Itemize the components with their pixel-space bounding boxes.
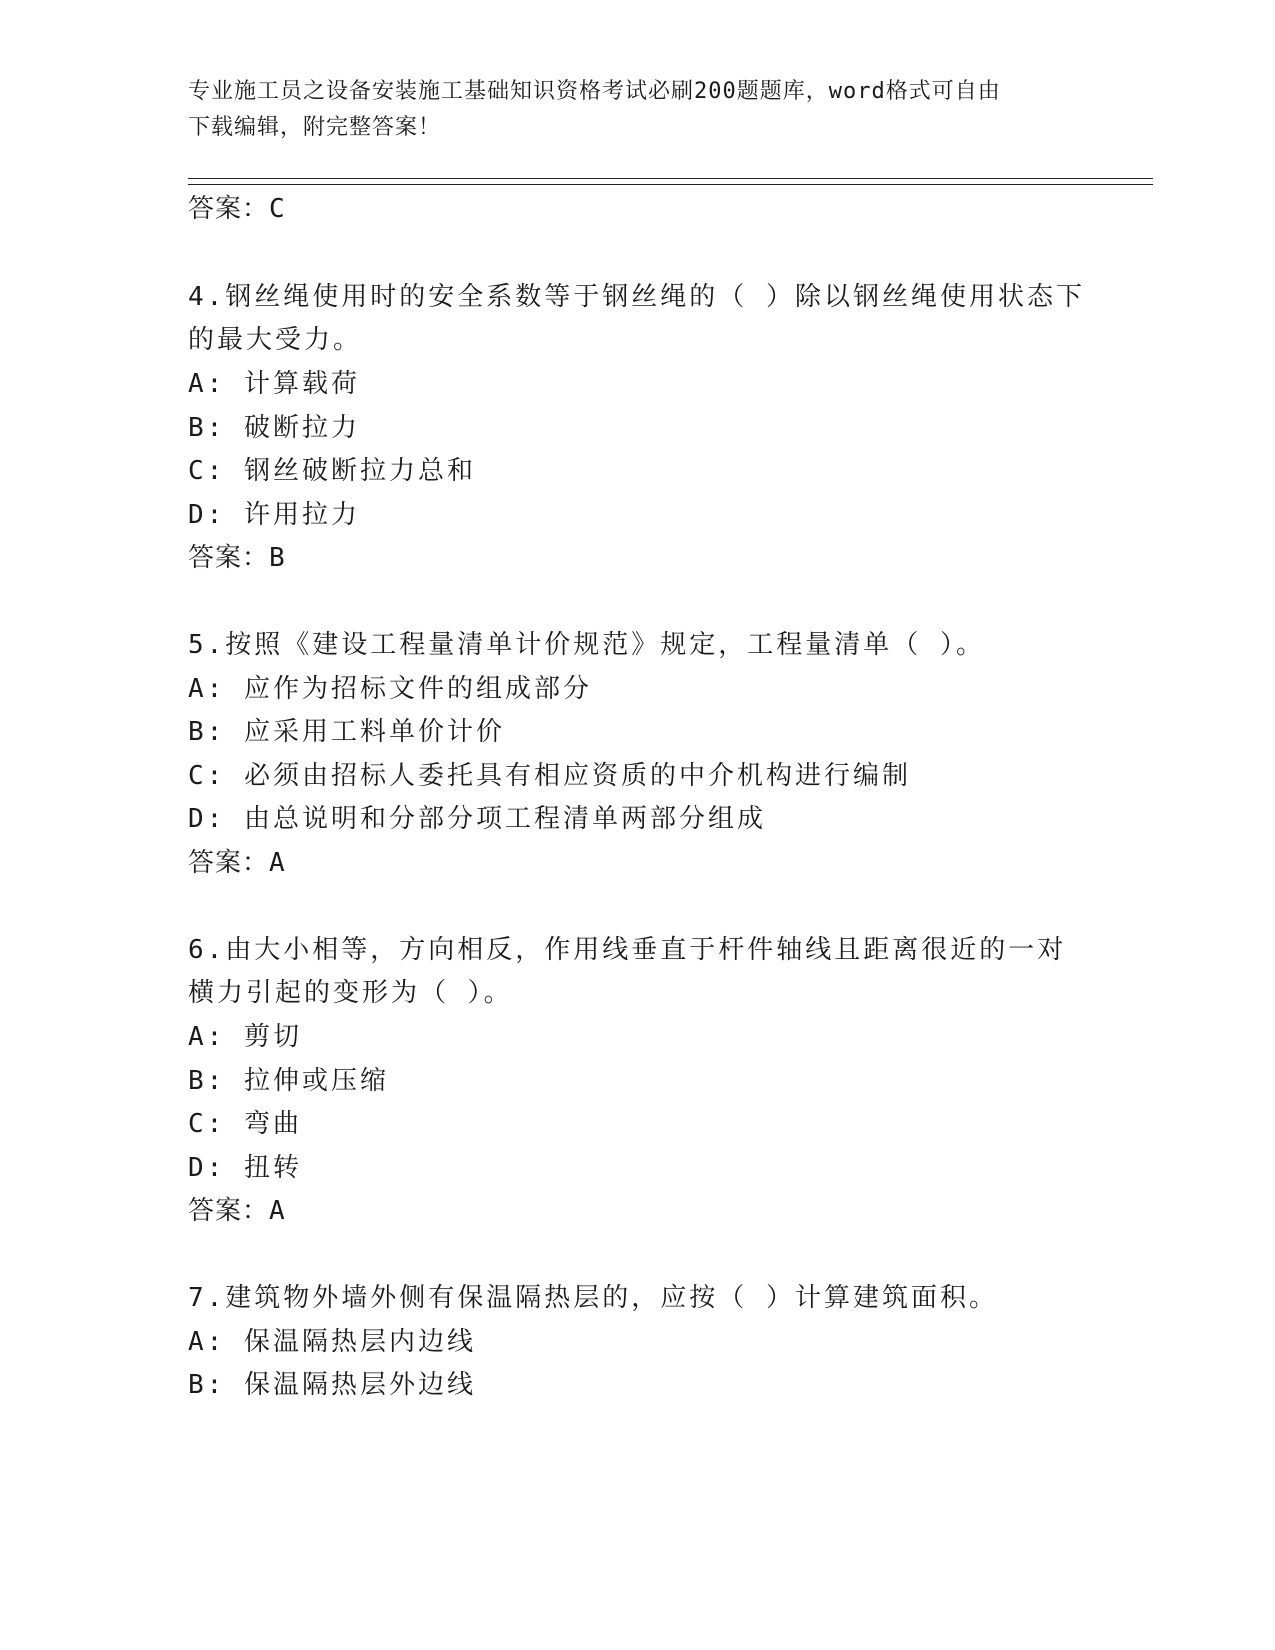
question-6-option-c: C: 弯曲: [188, 1109, 302, 1139]
question-4-option-a: A: 计算载荷: [188, 369, 360, 399]
answer-label: 答案：: [188, 1196, 270, 1226]
header-line-2: 下载编辑，附完整答案！: [188, 115, 442, 140]
answer-value: C: [269, 194, 286, 224]
question-6-answer: [188, 1194, 286, 1228]
question-6-option-a: A: 剪切: [188, 1022, 302, 1052]
header-divider-top: [188, 178, 1153, 179]
answer-value: B: [269, 543, 286, 573]
header-line-1: 专业施工员之设备安装施工基础知识资格考试必刷200题题库，word格式可自由: [188, 79, 1001, 104]
question-6-option-b: B: 拉伸或压缩: [188, 1066, 389, 1096]
question-5-option-b: B: 应采用工料单价计价: [188, 717, 505, 747]
document-header: [188, 74, 1068, 146]
question-4-option-c: C: 钢丝破断拉力总和: [188, 456, 476, 486]
question-5-option-c: C: 必须由招标人委托具有相应资质的中介机构进行编制: [188, 761, 911, 791]
answer-value: A: [269, 848, 286, 878]
question-4-answer: [188, 541, 286, 575]
question-7-option-b: B: 保温隔热层外边线: [188, 1370, 476, 1400]
question-4-option-b: B: 破断拉力: [188, 413, 360, 443]
question-5-answer: [188, 846, 286, 880]
answer-label: 答案：: [188, 194, 270, 224]
question-4-stem-line-1: 4.钢丝绳使用时的安全系数等于钢丝绳的（ ）除以钢丝绳使用状态下: [188, 282, 1085, 312]
answer-label: 答案：: [188, 848, 270, 878]
question-5-stem: 5.按照《建设工程量清单计价规范》规定，工程量清单（ ）。: [188, 630, 985, 660]
question-7-stem: 7.建筑物外墙外侧有保温隔热层的，应按（ ）计算建筑面积。: [188, 1283, 998, 1313]
question-4-option-d: D: 许用拉力: [188, 500, 360, 530]
question-6-stem-line-2: 横力引起的变形为（ ）。: [188, 978, 513, 1008]
question-6-option-d: D: 扭转: [188, 1153, 302, 1183]
answer-label: 答案：: [188, 543, 270, 573]
answer-value: A: [269, 1196, 286, 1226]
header-divider-bottom: [188, 184, 1153, 185]
question-4-stem-line-2: 的最大受力。: [188, 325, 363, 355]
question-6-stem-line-1: 6.由大小相等，方向相反，作用线垂直于杆件轴线且距离很近的一对: [188, 935, 1067, 965]
question-7-option-a: A: 保温隔热层内边线: [188, 1327, 476, 1357]
answer-prev: [188, 192, 286, 226]
question-5-option-d: D: 由总说明和分部分项工程清单两部分组成: [188, 804, 766, 834]
question-5-option-a: A: 应作为招标文件的组成部分: [188, 674, 592, 704]
